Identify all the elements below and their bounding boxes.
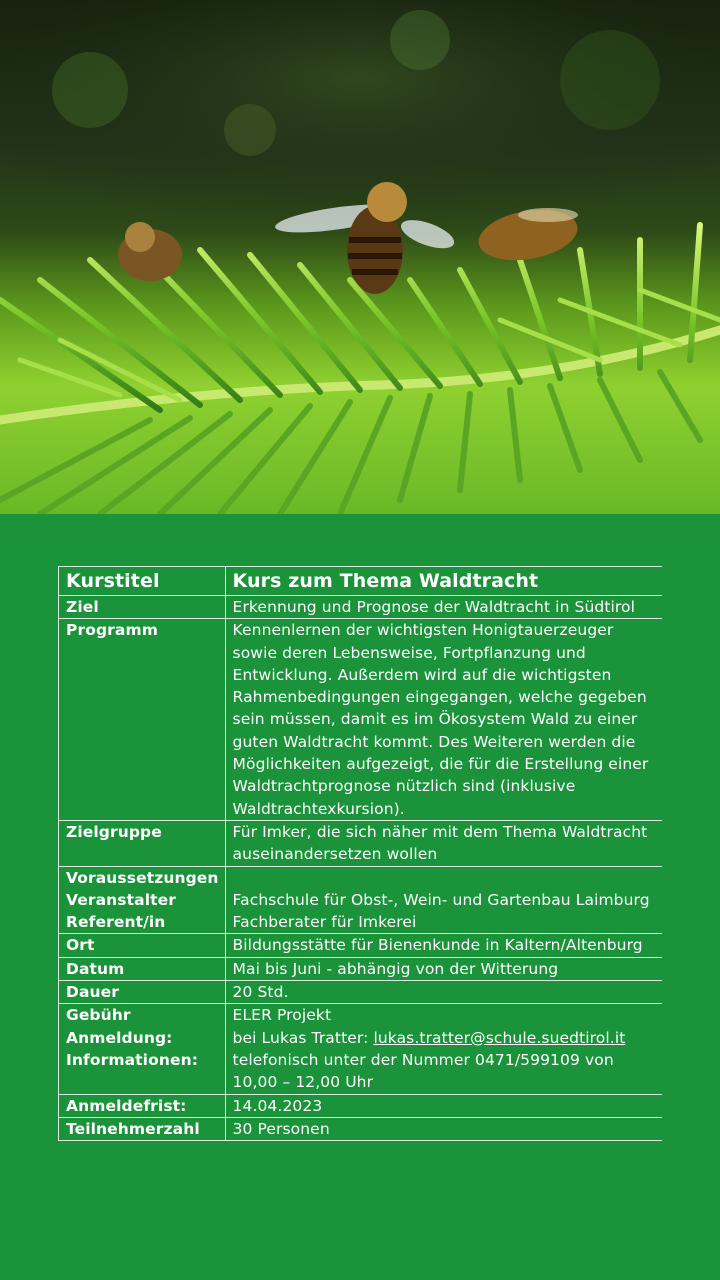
row-deadline [59,1094,663,1117]
program-line: Möglichkeiten aufgezeigt, die für die Erstellung einer [232,755,649,774]
fee-label: Gebühr [66,1006,131,1025]
title-value: Kurs zum Thema Waldtracht [225,567,662,596]
participants-value: 30 Personen [225,1117,662,1140]
row-title [59,567,663,596]
course-info-table [58,566,662,1141]
organizer-value: Fachschule für Obst-, Wein- und Gartenbau Laimburg [232,890,650,909]
program-label: Programm [59,619,226,821]
duration-label: Dauer [59,981,226,1004]
organizer-label: Veranstalter [66,890,176,909]
goal-value: Erkennung und Prognose der Waldtracht in Südtirol [225,596,662,619]
audience-line: auseinandersetzen wollen [232,845,438,864]
program-line: Waldtrachtexkursion). [232,799,405,818]
row-program [59,619,663,821]
registration-email-link[interactable]: lukas.tratter@schule.suedtirol.it [373,1028,626,1047]
program-line: guten Waldtracht kommt. Des Weiteren werden die [232,732,636,751]
organizer-group-values [225,866,662,934]
audience-line: Für Imker, die sich näher mit dem Thema Waldtracht [232,822,648,841]
program-line: Entwicklung. Außerdem wird auf die wichtigsten [232,665,612,684]
registration-group-values [225,1004,662,1094]
date-label: Datum [59,957,226,980]
bees-on-fir-photo [0,0,720,514]
row-participants [59,1117,663,1140]
program-line: Rahmenbedingungen eingegangen, welche gegeben [232,688,647,707]
registration-prefix: bei Lukas Tratter: [232,1028,374,1047]
program-line: sowie deren Lebensweise, Fortpflanzung und [232,643,586,662]
row-location [59,934,663,957]
title-label: Kurstitel [59,567,226,596]
row-goal [59,596,663,619]
row-audience [59,820,663,866]
audience-label: Zielgruppe [59,820,226,866]
deadline-label: Anmeldefrist: [59,1094,226,1117]
prereq-value [233,867,656,889]
info-line: telefonisch unter der Nummer 0471/599109 von [232,1050,614,1069]
goal-label: Ziel [59,596,226,619]
row-date [59,957,663,980]
registration-group-labels [59,1004,226,1094]
fee-value: ELER Projekt [232,1006,332,1025]
info-line: 10,00 – 12,00 Uhr [232,1073,374,1092]
duration-value: 20 Std. [225,981,662,1004]
deadline-value: 14.04.2023 [225,1094,662,1117]
speaker-value: Fachberater für Imkerei [232,913,417,932]
info-label: Informationen: [66,1050,198,1069]
speaker-label: Referent/in [66,913,166,932]
location-label: Ort [59,934,226,957]
header-photo [0,0,720,514]
row-duration [59,981,663,1004]
registration-value [233,1027,656,1049]
program-line: sein müssen, damit es im Ökosystem Wald zu einer [232,710,638,729]
row-registration-group [59,1004,663,1094]
audience-value [225,820,662,866]
row-organizer-group [59,866,663,934]
program-line: Kennenlernen der wichtigsten Honigtauerzeuger [232,621,614,640]
program-value [225,619,662,821]
location-value: Bildungsstätte für Bienenkunde in Kaltern/Altenburg [225,934,662,957]
date-value: Mai bis Juni - abhängig von der Witterung [225,957,662,980]
prereq-label: Voraussetzungen [66,868,219,887]
program-line: Waldtrachtprognose nützlich sind (inklusive [232,777,576,796]
participants-label: Teilnehmerzahl [59,1117,226,1140]
organizer-group-labels [59,866,226,934]
registration-label: Anmeldung: [66,1028,173,1047]
